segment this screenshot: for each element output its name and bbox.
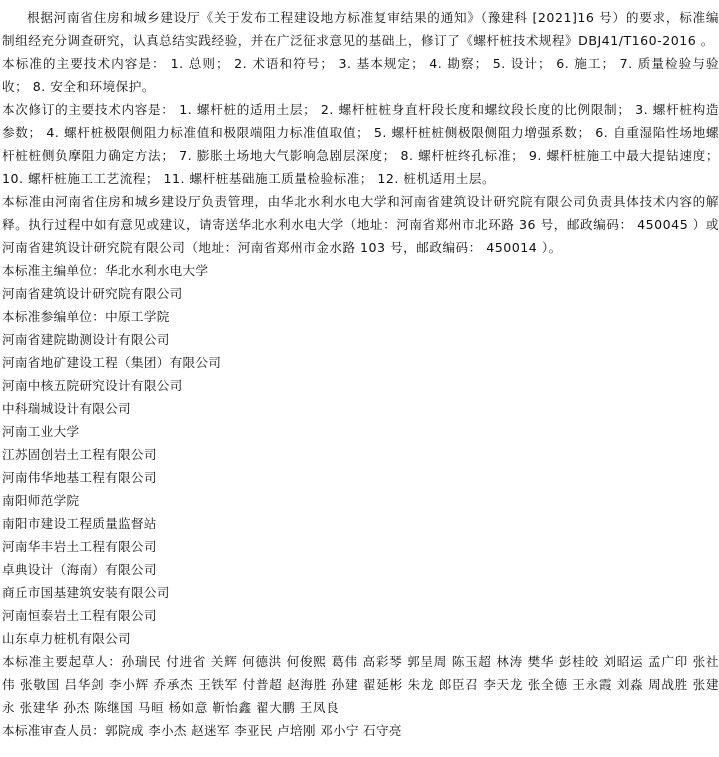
participating-unit: 卓典设计（海南）有限公司 <box>2 562 157 577</box>
participating-unit: 河南省地矿建设工程（集团）有限公司 <box>2 355 222 370</box>
intro-paragraph: 根据河南省住房和城乡建设厅《关于发布工程建设地方标准复审结果的通知》（豫建科 [2021]16 号）的要求，标准编制组经充分调查研究，认真总结实践经验，并在广泛征求意见的基础上，修订了《螺杆桩技术规程》DBJ41/T160-2016 。 <box>2 10 719 48</box>
participating-unit: 商丘市国基建筑安装有限公司 <box>2 585 170 600</box>
participating-unit: 中科瑞城设计有限公司 <box>2 401 131 416</box>
participating-unit: 河南华丰岩土工程有限公司 <box>2 539 157 554</box>
participating-unit: 河南伟华地基工程有限公司 <box>2 470 157 485</box>
participating-unit: 山东卓力桩机有限公司 <box>2 631 131 646</box>
participating-units-line: 本标准参编单位：中原工学院 <box>2 309 170 324</box>
participating-unit: 河南省建院勘测设计有限公司 <box>2 332 170 347</box>
participating-unit: 南阳师范学院 <box>2 493 80 508</box>
participating-unit: 江苏固创岩土工程有限公司 <box>2 447 157 462</box>
chief-editor-unit: 河南省建筑设计研究院有限公司 <box>2 286 183 301</box>
drafters-paragraph: 本标准主要起草人：孙瑞民 付进省 关辉 何德洪 何俊熙 葛伟 高彩琴 郭呈周 陈玉超 林涛 樊华 彭桂皎 刘昭运 孟广印 张社伟 张敬国 吕华剑 李小辉 乔承杰 王铁军 付普超 赵海胜 孙建 翟延彬 朱龙 郎臣召 李天龙 张全德 王永霞 刘淼 周战胜 张建永 张建华 孙杰 陈继国 马晅 杨如意 靳怡鑫 翟大鹏 王凤良 <box>2 654 719 715</box>
participating-unit: 河南中核五院研究设计有限公司 <box>2 378 183 393</box>
revision-content-paragraph: 本次修订的主要技术内容是： 1. 螺杆桩的适用土层； 2. 螺杆桩桩身直杆段长度和螺纹段长度的比例限制； 3. 螺杆桩构造参数； 4. 螺杆桩极限侧阻力标准值和极限端阻力标准值取值； 5. 螺杆桩桩侧极限侧阻力增强系数； 6. 自重湿陷性场地螺杆桩桩侧负摩阻力确定方法； 7. 膨胀土场地大气影响急剧层深度； 8. 螺杆桩终孔标准； 9. 螺杆桩施工中最大提钻速度； 10. 螺杆桩施工工艺流程； 11. 螺杆桩基础施工质量检验标准； 12. 桩机适用土层。 <box>2 102 719 186</box>
participating-unit: 河南工业大学 <box>2 424 80 439</box>
management-paragraph: 本标准由河南省住房和城乡建设厅负责管理，由华北水利水电大学和河南省建筑设计研究院有限公司负责具体技术内容的解释。执行过程中如有意见或建议，请寄送华北水利水电大学（地址：河南省郑州市北环路 36 号，邮政编码： 450045 ）或河南省建筑设计研究院有限公司（地址：河南省郑州市金水路 103 号，邮政编码： 450014 ）。 <box>2 194 719 255</box>
participating-unit: 河南恒泰岩土工程有限公司 <box>2 608 157 623</box>
reviewers-line: 本标准审查人员：郭院成 李小杰 赵迷军 李亚民 卢培刚 邓小宁 石守亮 <box>2 723 402 738</box>
main-content-paragraph: 本标准的主要技术内容是： 1. 总则； 2. 术语和符号； 3. 基本规定； 4. 勘察； 5. 设计； 6. 施工； 7. 质量检验与验收； 8. 安全和环境保护。 <box>2 56 719 94</box>
chief-editor-line: 本标准主编单位：华北水利水电大学 <box>2 263 209 278</box>
participating-unit: 南阳市建设工程质量监督站 <box>2 516 157 531</box>
